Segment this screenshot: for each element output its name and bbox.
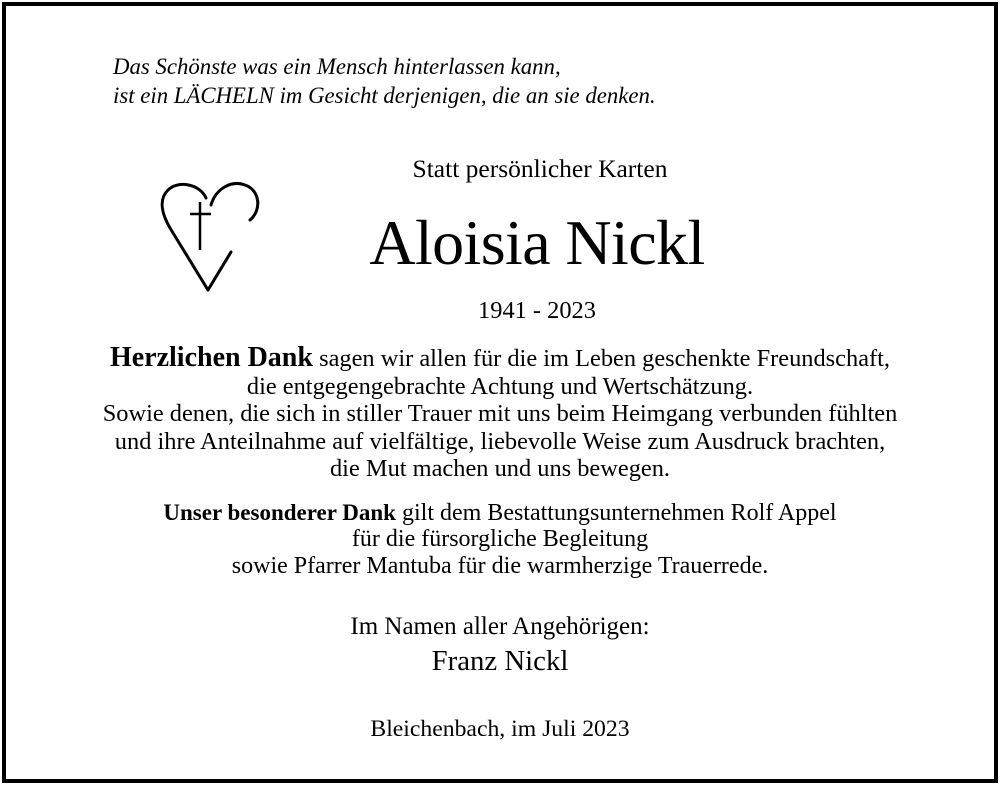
header-note: Statt persönlicher Karten [412, 154, 668, 183]
special-thanks-line-rest: gilt dem Bestattungsunternehmen Rolf Appel [401, 500, 837, 526]
quote-line: ist ein LÄCHELN im Gesicht derjenigen, die an sie denken. [113, 83, 656, 108]
cross-icon [190, 202, 211, 250]
deceased-name: Aloisia Nickl [369, 207, 705, 278]
thanks-line: und ihre Anteilnahme auf vielfältige, liebevolle Weise zum Ausdruck brachten, [114, 427, 886, 455]
heart-left-stroke [162, 184, 231, 290]
signatory-name: Franz Nickl [431, 645, 569, 677]
thanks-line: Sowie denen, die sich in stiller Trauer mit uns beim Heimgang verbunden fühlten [102, 400, 898, 427]
quote-line: Das Schönste was ein Mensch hinterlassen kann, [113, 54, 561, 79]
life-dates: 1941 - 2023 [478, 297, 596, 324]
special-thanks-line: sowie Pfarrer Mantuba für die warmherzige Trauerrede. [231, 553, 769, 579]
special-thanks-line: für die fürsorgliche Begleitung [351, 526, 649, 552]
heart-right-stroke [211, 184, 258, 220]
thanks-line: die entgegengebrachte Achtung und Wertschätzung. [246, 372, 754, 400]
on-behalf-line: Im Namen aller Angehörigen: [350, 613, 650, 640]
thanks-line-rest: sagen wir allen für die im Leben geschenkte Freundschaft, [319, 345, 891, 372]
thanks-line: die Mut machen und uns bewegen. [329, 455, 671, 482]
place-date: Bleichenbach, im Juli 2023 [370, 716, 630, 742]
thanks-lead: Herzlichen Dank [109, 342, 313, 373]
heart-cross-icon [150, 175, 270, 300]
special-thanks-lead: Unser besonderer Dank [163, 500, 396, 525]
special-thanks-line [0, 500, 1000, 527]
thanks-line [0, 342, 1000, 373]
